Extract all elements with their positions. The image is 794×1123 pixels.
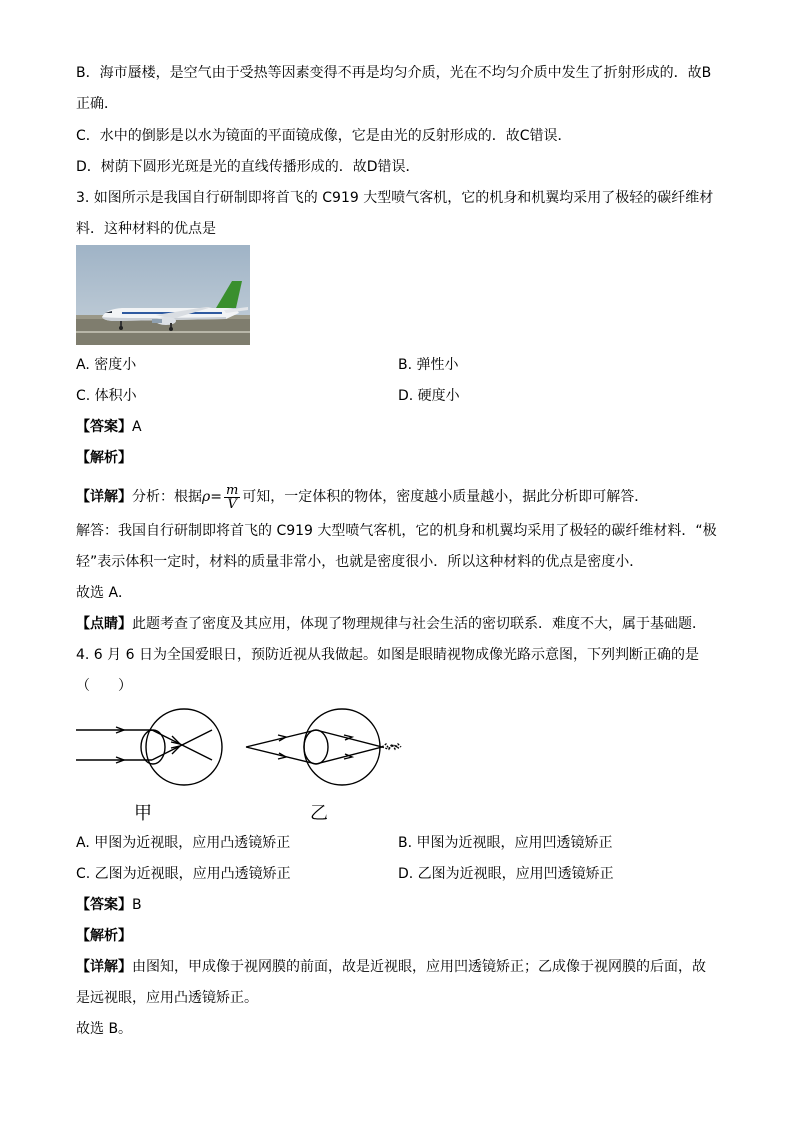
q3-option-a: A. 密度小 xyxy=(76,357,137,373)
fraction-numerator: m xyxy=(225,482,239,498)
answer-tag: 【答案】 xyxy=(76,419,132,435)
q3-option-c: C. 体积小 xyxy=(76,388,137,404)
q4-answer-line xyxy=(76,896,142,914)
detail-text-1: 由图知，甲成像于视网膜的前面，故是近视眼，应用凹透镜矫正；乙成像于视网膜的后面，故 xyxy=(132,959,706,975)
c919-airplane-photo xyxy=(76,245,250,345)
detail-tag: 【详解】 xyxy=(76,489,132,505)
q4-option-c: C. 乙图为近视眼，应用凸透镜矫正 xyxy=(76,866,291,882)
answer-value: B xyxy=(132,897,142,913)
q3-comment-line xyxy=(76,615,706,633)
answer-tag: 【答案】 xyxy=(76,897,132,913)
answer-value: A xyxy=(132,419,142,435)
q3-option-d: D. 硬度小 xyxy=(398,388,460,404)
comment-tag: 【点睛】 xyxy=(76,616,132,632)
eye-diagram-yi xyxy=(246,709,401,785)
q4-option-d: D. 乙图为近视眼，应用凹透镜矫正 xyxy=(398,866,614,882)
q4-analysis-tag: 【解析】 xyxy=(76,928,132,944)
q4-detail-line-1 xyxy=(76,958,706,976)
text-line-b-option-cont: 正确． xyxy=(76,96,118,112)
comment-text: 此题考查了密度及其应用，体现了物理规律与社会生活的密切联系．难度不大，属于基础题． xyxy=(132,616,706,632)
fraction-denominator: V xyxy=(227,496,237,512)
q4-stem-line-2: （ ） xyxy=(76,678,132,694)
q3-detail-line-3: 轻”表示体积一定时，材料的质量非常小，也就是密度很小．所以这种材料的优点是密度小． xyxy=(76,554,644,570)
q3-detail-line-4: 故选 A． xyxy=(76,585,133,601)
q4-detail-line-2: 是远视眼，应用凸透镜矫正。 xyxy=(76,990,258,1006)
text-line-c-option: C．水中的倒影是以水为镜面的平面镜成像，它是由光的反射形成的．故C错误． xyxy=(76,128,572,144)
text-line-b-option: B．海市蜃楼，是空气由于受热等因素变得不再是均匀介质，光在不均匀介质中发生了折射形成的．故B xyxy=(76,65,712,81)
q3-stem-line-1: 3. 如图所示是我国自行研制即将首飞的 C919 大型喷气客机，它的机身和机翼均采用了极轻的碳纤维材 xyxy=(76,190,714,206)
q3-option-b: B. 弹性小 xyxy=(398,357,459,373)
detail-text-1a: 分析：根据 xyxy=(132,489,202,505)
density-formula-rho: ρ= xyxy=(202,489,222,505)
eye-diagram-jia xyxy=(76,709,222,785)
q4-detail-line-3: 故选 B。 xyxy=(76,1021,133,1037)
q3-detail-line-1 xyxy=(76,480,648,514)
q3-detail-line-2: 解答：我国自行研制即将首飞的 C919 大型喷气客机，它的机身和机翼均采用了极轻的碳纤维材料．“极 xyxy=(76,523,717,539)
q3-stem-line-2: 料．这种材料的优点是 xyxy=(76,221,216,237)
q4-option-a: A. 甲图为近视眼，应用凸透镜矫正 xyxy=(76,835,291,851)
q3-answer-line xyxy=(76,418,142,436)
q4-stem-line-1: 4. 6 月 6 日为全国爱眼日，预防近视从我做起。如图是眼睛视物成像光路示意图，下列判断正确的是 xyxy=(76,647,699,663)
detail-tag: 【详解】 xyxy=(76,959,132,975)
diagram-label-jia: 甲 xyxy=(134,803,152,824)
detail-text-1b: 可知，一定体积的物体，密度越小质量越小，据此分析即可解答． xyxy=(242,489,649,505)
eye-optics-diagram xyxy=(76,705,416,825)
text-line-d-option: D．树荫下圆形光斑是光的直线传播形成的．故D错误． xyxy=(76,159,420,175)
density-formula-fraction xyxy=(224,484,240,511)
diagram-label-yi: 乙 xyxy=(310,803,328,824)
q4-option-b: B. 甲图为近视眼，应用凹透镜矫正 xyxy=(398,835,613,851)
q3-analysis-tag: 【解析】 xyxy=(76,450,132,466)
